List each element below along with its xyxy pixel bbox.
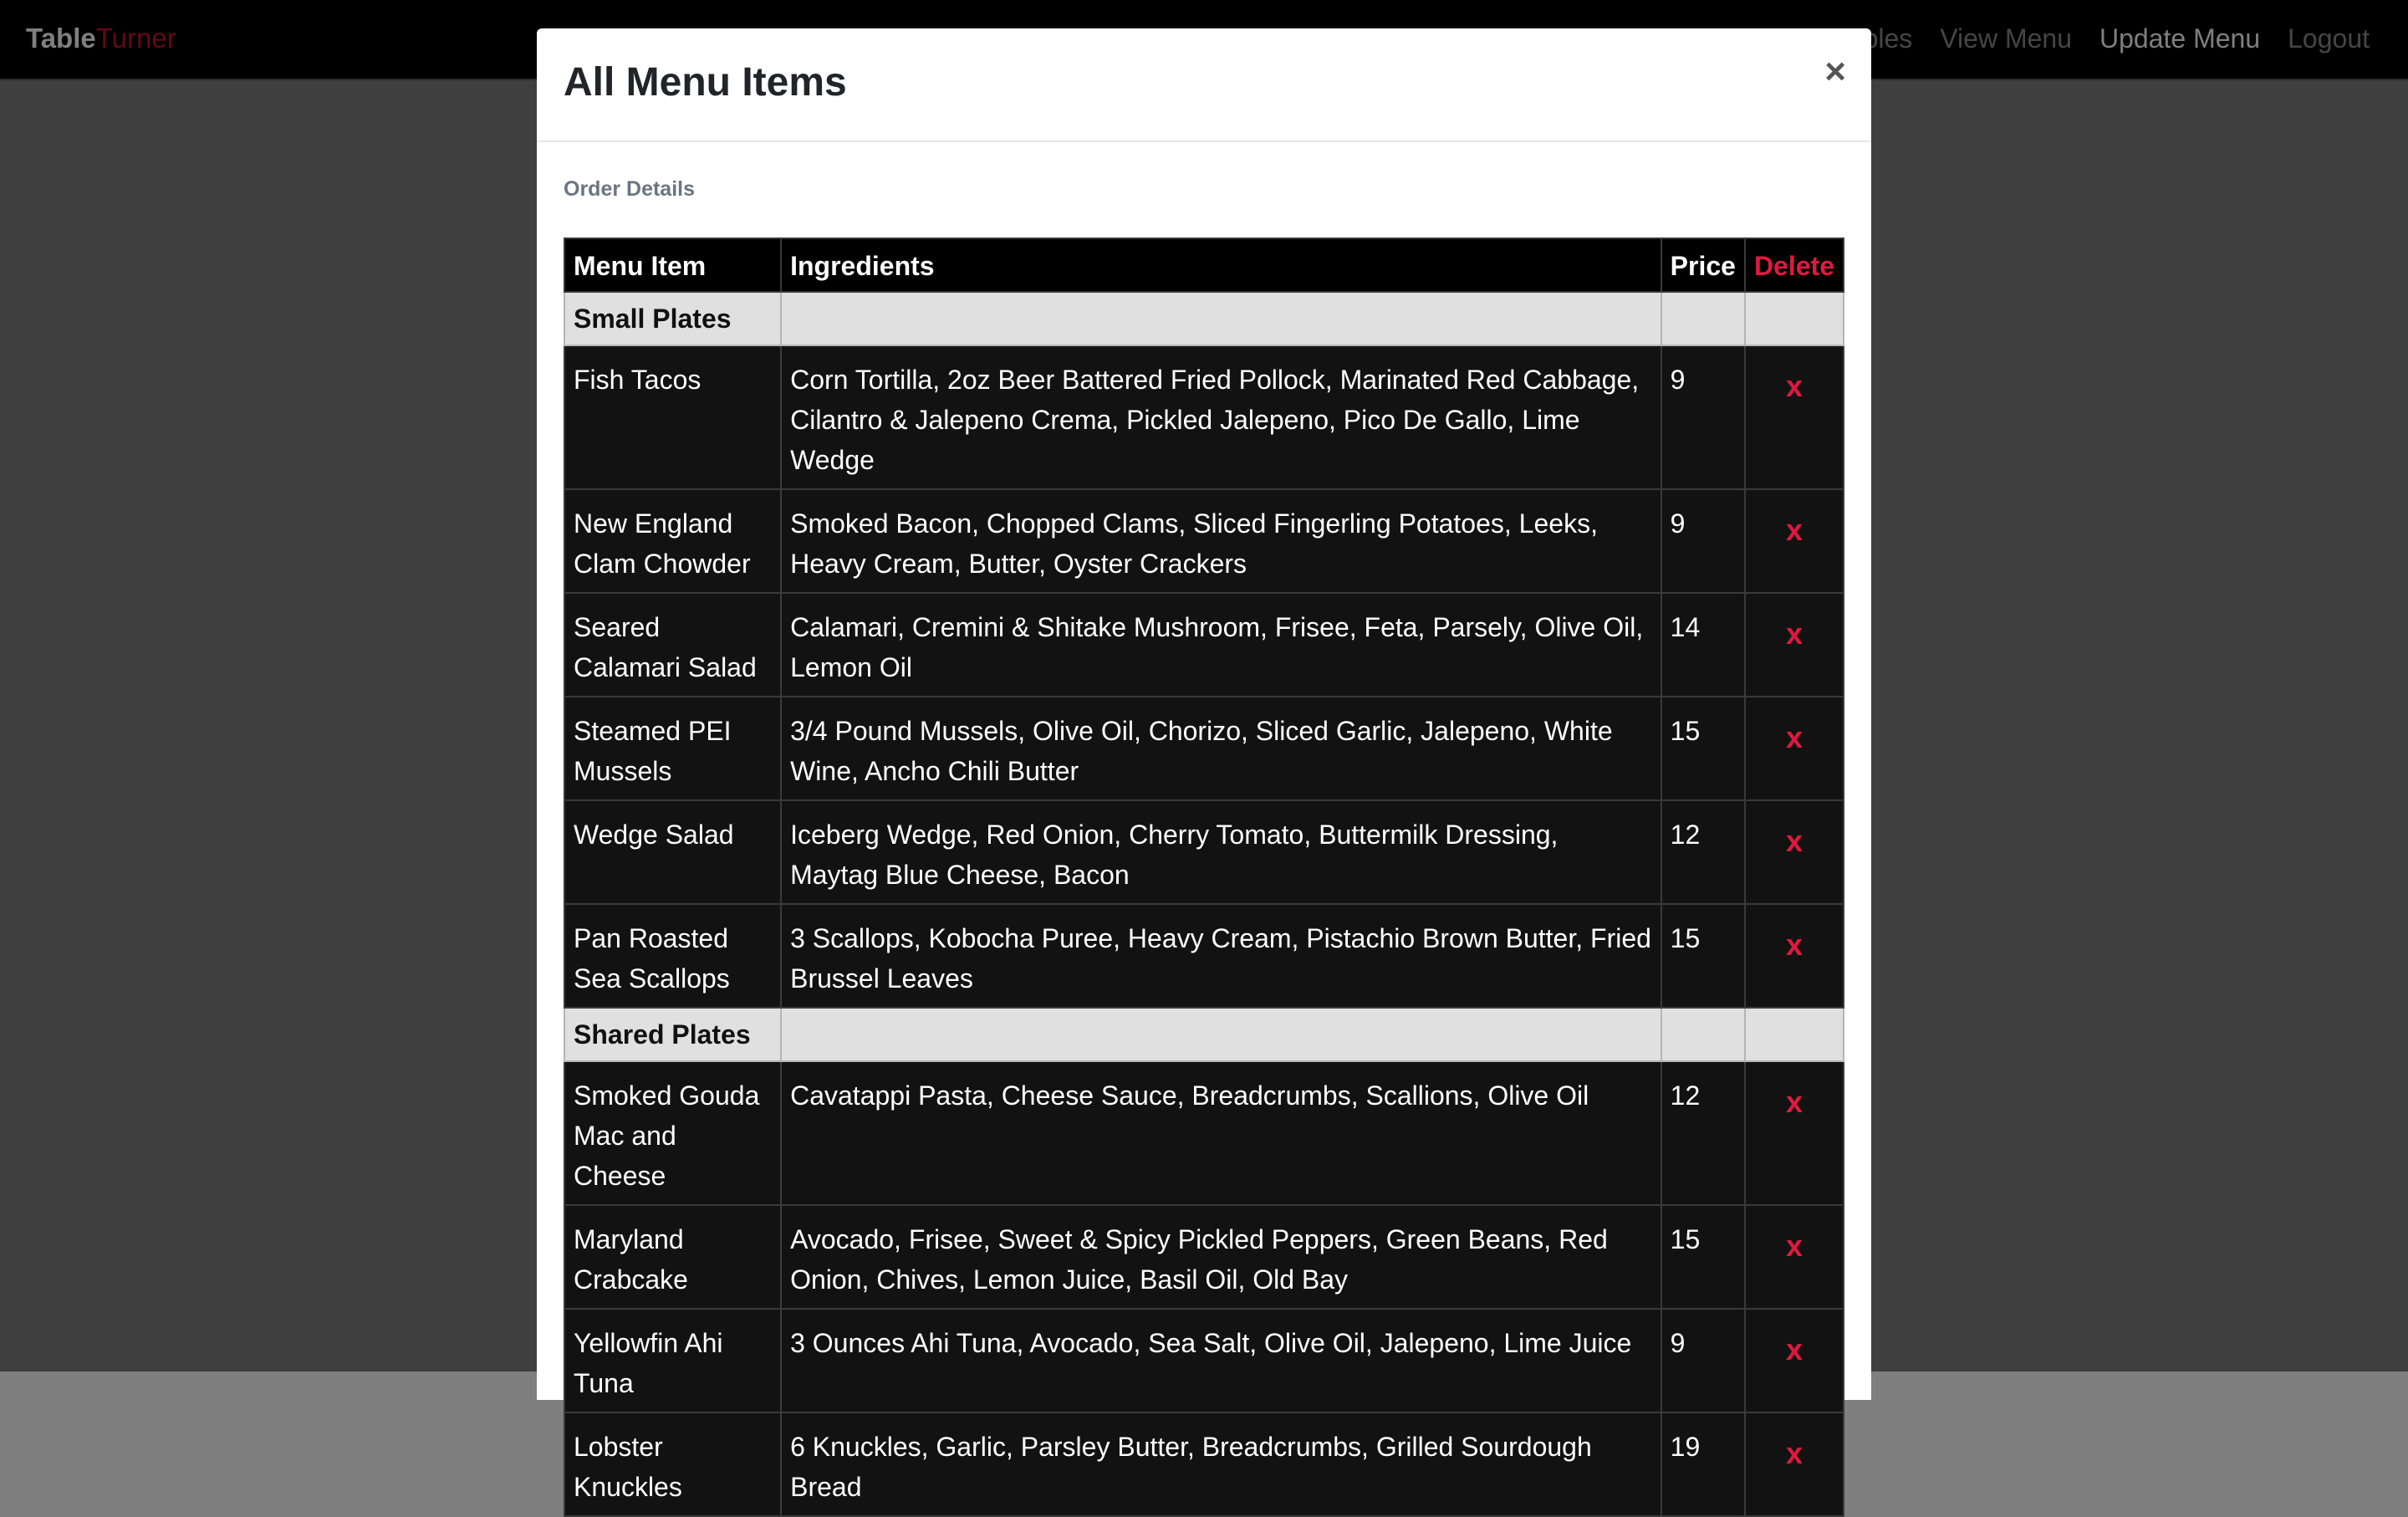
table-row — [564, 1205, 1844, 1309]
section-row — [564, 292, 1844, 345]
item-name: Pan Roasted Sea Scallops — [564, 904, 781, 1008]
item-name: Smoked Gouda Mac and Cheese — [564, 1061, 781, 1205]
delete-item-button[interactable]: x — [1745, 1412, 1844, 1516]
section-row — [564, 1008, 1844, 1061]
item-name: Seared Calamari Salad — [564, 593, 781, 697]
section-empty-cell — [1745, 1008, 1844, 1061]
item-ingredients: Calamari, Cremini & Shitake Mushroom, Frisee, Feta, Parsely, Olive Oil, Lemon Oil — [781, 593, 1661, 697]
header-ingredients: Ingredients — [781, 238, 1661, 292]
section-title: Small Plates — [564, 292, 781, 345]
delete-item-button[interactable]: x — [1745, 489, 1844, 593]
item-ingredients: 6 Knuckles, Garlic, Parsley Butter, Breadcrumbs, Grilled Sourdough Bread — [781, 1412, 1661, 1516]
modal-title: All Menu Items — [564, 60, 847, 105]
delete-item-button[interactable]: x — [1745, 904, 1844, 1008]
delete-item-button[interactable]: x — [1745, 1061, 1844, 1205]
table-row — [564, 697, 1844, 800]
item-name: Yellowfin Ahi Tuna — [564, 1309, 781, 1412]
close-icon[interactable]: × — [1824, 51, 1846, 92]
item-price: 15 — [1661, 904, 1745, 1008]
delete-item-button[interactable]: x — [1745, 697, 1844, 800]
item-ingredients: 3 Scallops, Kobocha Puree, Heavy Cream, Pistachio Brown Butter, Fried Brussel Leaves — [781, 904, 1661, 1008]
table-row — [564, 904, 1844, 1008]
item-name: Steamed PEI Mussels — [564, 697, 781, 800]
item-ingredients: 3/4 Pound Mussels, Olive Oil, Chorizo, Sliced Garlic, Jalepeno, White Wine, Ancho Chili Butter — [781, 697, 1661, 800]
item-price: 9 — [1661, 1309, 1745, 1412]
menu-items-table — [564, 238, 1844, 1517]
modal-header — [537, 28, 1871, 142]
item-price: 19 — [1661, 1412, 1745, 1516]
item-price: 12 — [1661, 1061, 1745, 1205]
item-name: New England Clam Chowder — [564, 489, 781, 593]
menu-items-modal — [537, 28, 1871, 1502]
table-row — [564, 1061, 1844, 1205]
delete-item-button[interactable]: x — [1745, 800, 1844, 904]
header-delete: Delete — [1745, 238, 1844, 292]
item-name: Lobster Knuckles — [564, 1412, 781, 1516]
section-title: Shared Plates — [564, 1008, 781, 1061]
delete-item-button[interactable]: x — [1745, 593, 1844, 697]
table-body — [564, 292, 1844, 1516]
item-name: Maryland Crabcake — [564, 1205, 781, 1309]
item-ingredients: Smoked Bacon, Chopped Clams, Sliced Fingerling Potatoes, Leeks, Heavy Cream, Butter, Oyster Crackers — [781, 489, 1661, 593]
item-price: 12 — [1661, 800, 1745, 904]
item-ingredients: Cavatappi Pasta, Cheese Sauce, Breadcrumbs, Scallions, Olive Oil — [781, 1061, 1661, 1205]
section-empty-cell — [1661, 292, 1745, 345]
item-ingredients: 3 Ounces Ahi Tuna, Avocado, Sea Salt, Olive Oil, Jalepeno, Lime Juice — [781, 1309, 1661, 1412]
table-row — [564, 489, 1844, 593]
header-menu-item: Menu Item — [564, 238, 781, 292]
delete-item-button[interactable]: x — [1745, 1205, 1844, 1309]
section-empty-cell — [781, 292, 1661, 345]
section-empty-cell — [781, 1008, 1661, 1061]
item-price: 14 — [1661, 593, 1745, 697]
section-empty-cell — [1745, 292, 1844, 345]
table-row — [564, 1309, 1844, 1412]
table-row — [564, 345, 1844, 489]
delete-item-button[interactable]: x — [1745, 1309, 1844, 1412]
item-price: 15 — [1661, 697, 1745, 800]
table-header-row — [564, 238, 1844, 292]
item-ingredients: Corn Tortilla, 2oz Beer Battered Fried Pollock, Marinated Red Cabbage, Cilantro & Jalepeno Crema, Pickled Jalepeno, Pico De Gallo, Lime Wedge — [781, 345, 1661, 489]
item-ingredients: Avocado, Frisee, Sweet & Spicy Pickled Peppers, Green Beans, Red Onion, Chives, Lemon Juice, Basil Oil, Old Bay — [781, 1205, 1661, 1309]
item-name: Wedge Salad — [564, 800, 781, 904]
table-row — [564, 800, 1844, 904]
header-price: Price — [1661, 238, 1745, 292]
item-price: 9 — [1661, 345, 1745, 489]
order-details-label: Order Details — [564, 177, 696, 201]
section-empty-cell — [1661, 1008, 1745, 1061]
delete-item-button[interactable]: x — [1745, 345, 1844, 489]
table-row — [564, 593, 1844, 697]
item-name: Fish Tacos — [564, 345, 781, 489]
item-price: 9 — [1661, 489, 1745, 593]
item-ingredients: Iceberg Wedge, Red Onion, Cherry Tomato, Buttermilk Dressing, Maytag Blue Cheese, Bacon — [781, 800, 1661, 904]
table-row — [564, 1412, 1844, 1516]
item-price: 15 — [1661, 1205, 1745, 1309]
